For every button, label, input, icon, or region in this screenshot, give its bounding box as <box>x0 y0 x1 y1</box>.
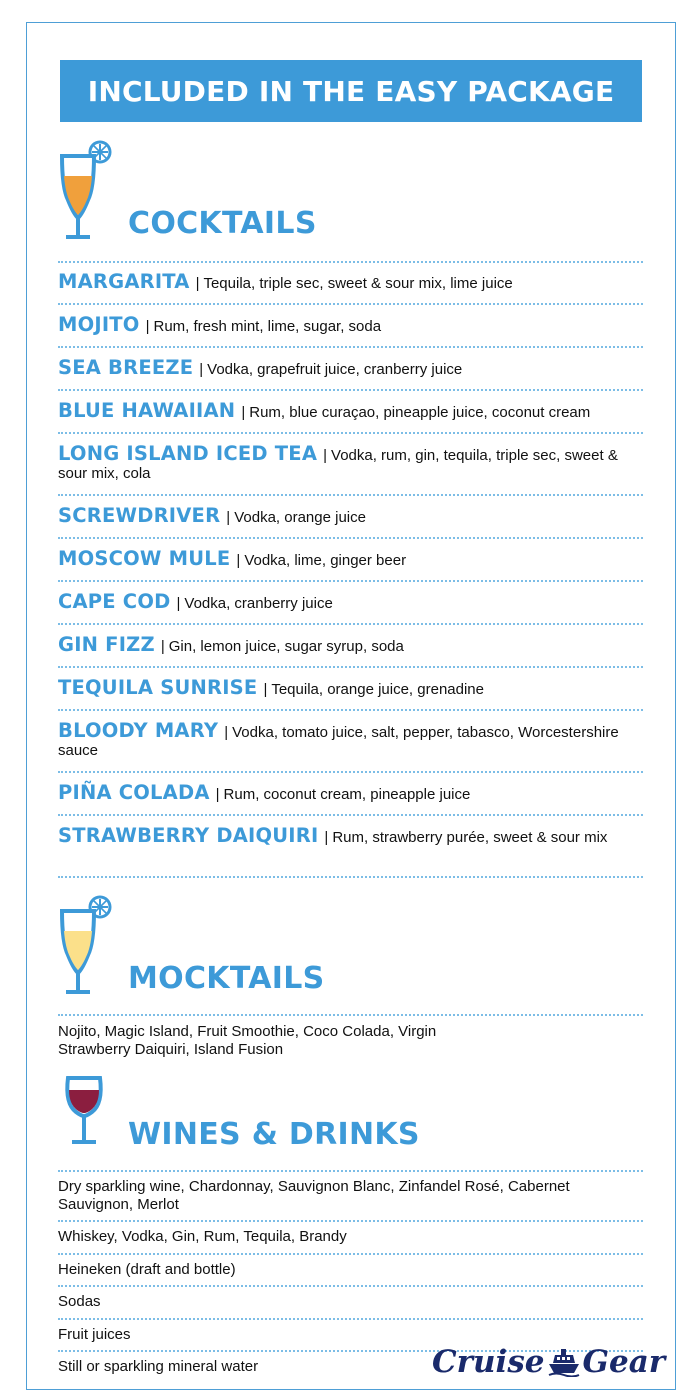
spirits-list-item: Whiskey, Vodka, Gin, Rum, Tequila, Brandy <box>58 1228 347 1245</box>
separator: | <box>176 595 181 612</box>
cocktail-ingredients: Tequila, orange juice, grenadine <box>271 681 484 698</box>
ship-icon <box>547 1347 581 1377</box>
cocktail-ingredients: Vodka, grapefruit juice, cranberry juice <box>207 361 463 378</box>
separator: | <box>145 318 150 335</box>
cocktail-name: CAPE COD <box>58 590 171 613</box>
separator: | <box>215 786 220 803</box>
divider <box>58 666 643 668</box>
separator: | <box>324 829 329 846</box>
cocktail-item-margarita <box>58 270 648 293</box>
divider <box>58 709 643 711</box>
cocktail-ingredients: Vodka, lime, ginger beer <box>244 552 407 569</box>
logo-text-left: Cruise <box>432 1344 545 1380</box>
cocktail-name: SCREWDRIVER <box>58 504 221 527</box>
cocktail-item-blue-hawaiian <box>58 399 648 422</box>
cocktail-item-moscow-mule <box>58 547 648 570</box>
cocktail-name: MARGARITA <box>58 270 190 293</box>
cocktail-name: STRAWBERRY DAIQUIRI <box>58 824 319 847</box>
divider <box>58 303 643 305</box>
separator: | <box>241 404 246 421</box>
cocktail-name: GIN FIZZ <box>58 633 155 656</box>
separator: | <box>226 509 231 526</box>
divider <box>58 494 643 496</box>
separator: | <box>263 681 268 698</box>
cruise-gear-logo <box>432 1340 672 1384</box>
separator: | <box>236 552 241 569</box>
divider <box>58 876 643 878</box>
sodas-list-item: Sodas <box>58 1293 101 1310</box>
cocktail-item-screwdriver <box>58 504 648 527</box>
divider <box>58 623 643 625</box>
cocktail-ingredients: Rum, blue curaçao, pineapple juice, coconut cream <box>249 404 591 421</box>
wine-glass-icon <box>62 1074 106 1148</box>
cocktail-item-long-island-iced-tea <box>58 442 648 483</box>
mocktails-list: Nojito, Magic Island, Fruit Smoothie, Coco Colada, Virgin Strawberry Daiquiri, Island Fusion <box>58 1023 437 1058</box>
cocktail-name: LONG ISLAND ICED TEA <box>58 442 318 465</box>
cocktail-ingredients: Vodka, orange juice <box>234 509 366 526</box>
cocktail-item-tequila-sunrise <box>58 676 648 699</box>
cocktail-name: TEQUILA SUNRISE <box>58 676 258 699</box>
cocktail-glass-orange-icon <box>56 138 116 242</box>
cocktail-item-mojito <box>58 313 648 336</box>
cocktail-ingredients: Vodka, tomato juice, salt, pepper, tabasco, Worcestershire sauce <box>58 724 619 759</box>
beer-list-item: Heineken (draft and bottle) <box>58 1261 236 1278</box>
cocktail-name: MOSCOW MULE <box>58 547 231 570</box>
divider <box>58 432 643 434</box>
divider <box>58 346 643 348</box>
divider <box>58 814 643 816</box>
divider <box>58 1253 643 1255</box>
cocktail-item-gin-fizz <box>58 633 648 656</box>
cocktail-name: BLUE HAWAIIAN <box>58 399 236 422</box>
cocktail-ingredients: Rum, coconut cream, pineapple juice <box>223 786 471 803</box>
cocktail-name: SEA BREEZE <box>58 356 194 379</box>
divider <box>58 389 643 391</box>
divider <box>58 1285 643 1287</box>
divider <box>58 261 643 263</box>
juices-list-item: Fruit juices <box>58 1326 131 1343</box>
separator: | <box>195 275 200 292</box>
cocktail-ingredients: Rum, fresh mint, lime, sugar, soda <box>153 318 382 335</box>
divider <box>58 1318 643 1320</box>
cocktail-name: MOJITO <box>58 313 140 336</box>
cocktail-item-cape-cod <box>58 590 648 613</box>
separator: | <box>160 638 165 655</box>
divider <box>58 580 643 582</box>
cocktail-ingredients: Rum, strawberry purée, sweet & sour mix <box>332 829 608 846</box>
section-title-mocktails: MOCKTAILS <box>128 961 325 996</box>
section-title-cocktails: COCKTAILS <box>128 206 317 241</box>
cocktail-item-sea-breeze <box>58 356 648 379</box>
cocktail-ingredients: Vodka, rum, gin, tequila, triple sec, sweet & sour mix, cola <box>58 447 618 482</box>
cocktail-item-strawberry-daiquiri <box>58 824 648 847</box>
page-title: INCLUDED IN THE EASY PACKAGE <box>60 60 642 122</box>
section-title-wines-drinks: WINES & DRINKS <box>128 1117 420 1152</box>
cocktail-name: PIÑA COLADA <box>58 781 210 804</box>
cocktail-ingredients: Tequila, triple sec, sweet & sour mix, lime juice <box>203 275 513 292</box>
divider <box>58 1170 643 1172</box>
cocktail-item-bloody-mary <box>58 719 648 760</box>
cocktail-name: BLOODY MARY <box>58 719 219 742</box>
wine-list-item: Dry sparkling wine, Chardonnay, Sauvignon Blanc, Zinfandel Rosé, Cabernet Sauvignon, Merlot <box>58 1178 570 1213</box>
separator: | <box>199 361 204 378</box>
cocktail-ingredients: Gin, lemon juice, sugar syrup, soda <box>168 638 404 655</box>
divider <box>58 1220 643 1222</box>
cocktail-ingredients: Vodka, cranberry juice <box>184 595 333 612</box>
water-list-item: Still or sparkling mineral water <box>58 1358 259 1375</box>
divider <box>58 537 643 539</box>
cocktail-glass-yellow-icon <box>56 893 116 997</box>
separator: | <box>323 447 328 464</box>
cocktail-item-pina-colada <box>58 781 648 804</box>
divider <box>58 1014 643 1016</box>
divider <box>58 771 643 773</box>
separator: | <box>224 724 229 741</box>
logo-text-right: Gear <box>582 1344 666 1380</box>
